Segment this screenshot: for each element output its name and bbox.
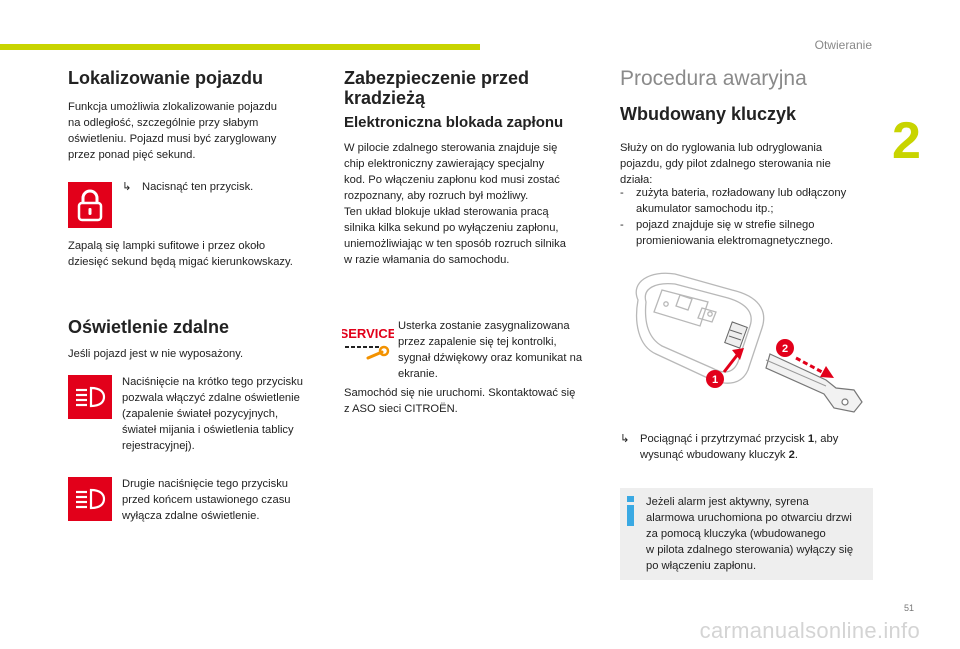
bullet-arrow-icon: ↳ <box>122 181 132 193</box>
watermark: carmanualsonline.info <box>699 618 920 643</box>
bullet-arrow-icon: ↳ <box>620 433 630 445</box>
subheading-blokada: Elektroniczna blokada zapłonu <box>344 114 564 131</box>
header-accent-bar <box>0 44 480 50</box>
page-number: 51 <box>904 603 915 613</box>
heading-oswietlenie: Oświetlenie zdalne <box>68 317 230 337</box>
paragraph-nie-uruchomi: Samochód się nie uruchomi. Skontaktować się z ASO sieci CITROËN. <box>344 387 576 415</box>
list-item: - pojazd znajduje się w strefie silnego promieniowania elektromagnetycznego. <box>620 219 834 247</box>
paragraph-drugie: Drugie naciśnięcie tego przycisku przed końcem ustawionego czasu wyłącza zdalne oświetlenie. <box>122 478 291 522</box>
headlamp-button-icon <box>68 477 112 521</box>
callout-2 <box>776 339 794 357</box>
paragraph-usterka: Usterka zostanie zasygnalizowana przez zapalenie się tej kontrolki, sygnał dźwiękowy oraz komunikat na ekranie. <box>398 320 583 380</box>
info-note-box <box>620 488 873 580</box>
heading-zabezpieczenie: Zabezpieczenie przed kradzieżą <box>344 68 530 108</box>
paragraph-krotko: Naciśnięcie na krótko tego przycisku pozwala włączyć zdalne oświetlenie (zapalenie świateł pozycyjnych, świateł mijania i oświetlenia tablicy rejestracyjnej). <box>122 376 303 452</box>
key-fob-illustration <box>620 262 880 432</box>
list-item: - zużyta bateria, rozładowany lub odłączony akumulator samochodu itp.; <box>620 187 847 215</box>
callout-1 <box>706 370 724 388</box>
service-warning-icon <box>342 322 394 362</box>
bullet-pociagnac: ↳ Pociągnąć i przytrzymać przycisk 1, aby wysunąć wbudowany kluczyk 2. <box>620 433 839 461</box>
chapter-number: 2 <box>892 112 921 170</box>
paragraph-chip: W pilocie zdalnego sterowania znajduje się chip elektroniczny zawierający specjalny kod. Po włączeniu zapłonu kod musi zostać rozpoznany, aby rozruch był możliwy. Ten układ blokuje układ sterowania pracą silnika kilka sekund po wyłączeniu zapłonu, uniemożliwiając w ten sposób rozruch silnika w razie włamania do samochodu. <box>344 142 566 266</box>
heading-wbudowany-kluczyk: Wbudowany kluczyk <box>620 104 797 124</box>
info-note-text: Jeżeli alarm jest aktywny, syrena alarmowa uruchomiona po otwarciu drzwi za pomocą kluczyka (wbudowanego w pilota zdalnego sterowania) wyłączy się po włączeniu zapłonu. <box>646 496 854 572</box>
paragraph-lokalizowanie: Funkcja umożliwia zlokalizowanie pojazdu na odległość, szczególnie przy słabym oświetleniu. Pojazd musi być zaryglowany przez ponad pięć sekund. <box>68 101 277 161</box>
paragraph-sluzy: Służy on do ryglowania lub odryglowania pojazdu, gdy pilot zdalnego sterowania nie działa: <box>620 142 831 186</box>
heading-lokalizowanie: Lokalizowanie pojazdu <box>68 68 264 88</box>
section-label: Otwieranie <box>814 38 872 52</box>
lock-button-icon <box>68 182 112 228</box>
svg-text:1: 1 <box>711 374 719 386</box>
headlamp-button-icon <box>68 375 112 419</box>
paragraph-lampki: Zapalą się lampki sufitowe i przez około dziesięć sekund będą migać kierunkowskazy. <box>68 240 293 268</box>
conditions-list <box>620 185 875 249</box>
svg-text:2: 2 <box>781 343 789 355</box>
bullet-press-button: ↳ Nacisnąć ten przycisk. <box>122 181 254 193</box>
paragraph-wyposazenie: Jeśli pojazd jest w nie wyposażony. <box>68 348 244 360</box>
service-label: SERVICE <box>342 326 394 341</box>
info-icon <box>627 496 634 526</box>
heading-procedura-awaryjna: Procedura awaryjna <box>620 67 807 90</box>
